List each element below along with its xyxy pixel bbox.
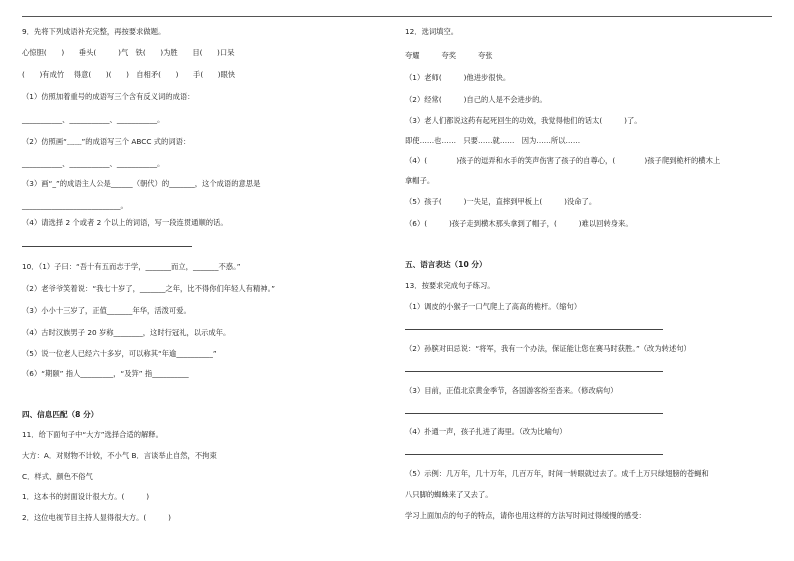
q9-row1: 心惊胆( ) 垂头( )气 铁( )为胜 目( )口呆 bbox=[22, 48, 235, 57]
q11-item-2[interactable]: 2．这位电视节目主持人显得很大方。( ) bbox=[22, 513, 171, 522]
q13-4: （4）扑通一声，孩子扎进了海里。（改为比喻句） bbox=[405, 427, 567, 436]
q10-4: （4）古时汉族男子 20 岁称________，这时行冠礼，以示成年。 bbox=[22, 328, 231, 337]
q9-3: （3）画“_”的成语主人公是______（朝代）的_______，这个成语的意思是 bbox=[22, 179, 261, 188]
q9-title: 9．先将下列成语补充完整，再按要求做题。 bbox=[22, 27, 166, 36]
top-divider bbox=[22, 16, 772, 17]
q13-3-answer-line[interactable] bbox=[405, 413, 663, 414]
q13-title: 13．按要求完成句子练习。 bbox=[405, 281, 495, 290]
section-5-heading: 五、语言表达（10 分） bbox=[405, 260, 487, 269]
q13-3: （3）目前，正值北京黄金季节，各国游客纷至沓来。（修改病句） bbox=[405, 386, 618, 395]
q13-2: （2）孙膑对田忌说：“将军，我有一个办法，保证能让您在赛马时获胜。”（改为转述句） bbox=[405, 344, 691, 353]
q13-5-task: 学习上面加点的句子的特点，请你也用这样的方法写时间过得缓慢的感受： bbox=[405, 511, 646, 520]
q12-title: 12．选词填空。 bbox=[405, 27, 459, 36]
section-4-heading: 四、信息匹配（8 分） bbox=[22, 410, 99, 419]
q9-1-blank[interactable]: ___________、___________、___________。 bbox=[22, 115, 165, 124]
q10-5: （5）说一位老人已经六十多岁，可以称其“年逾__________” bbox=[22, 349, 217, 358]
q13-1: （1）调皮的小猴子一口气爬上了高高的桅杆。（缩句） bbox=[405, 302, 582, 311]
q12-5[interactable]: （5）孩子( )一失足，直摔到甲板上( )没命了。 bbox=[405, 197, 597, 206]
q12-4[interactable]: （4）( )孩子的逗弄和水手的笑声伤害了孩子的自尊心，( )孩子爬到桅杆的横木上 bbox=[405, 156, 721, 165]
q13-4-answer-line[interactable] bbox=[405, 454, 663, 455]
q12-4-cont: 拿帽子。 bbox=[405, 176, 435, 185]
q13-2-answer-line[interactable] bbox=[405, 371, 663, 372]
q10-6: （6）“期颐” 指人_________，“及笄” 指__________ bbox=[22, 369, 189, 378]
q13-1-answer-line[interactable] bbox=[405, 329, 663, 330]
q11-item-1[interactable]: 1．这本书的封面设计很大方。( ) bbox=[22, 492, 150, 501]
q11-option-c: C．样式、颜色不俗气 bbox=[22, 472, 93, 481]
q9-2-blank[interactable]: ___________、___________、___________。 bbox=[22, 159, 165, 168]
q12-1[interactable]: （1）老师( )他进步很快。 bbox=[405, 73, 511, 82]
q13-5: （5）示例：几万年，几十万年，几百万年，时间一转眼就过去了。成千上万只绿翅膀的苍蝇和 bbox=[405, 469, 709, 478]
q12-2[interactable]: （2）经常( )自己的人是不会进步的。 bbox=[405, 95, 547, 104]
q12-conjunctions: 即使……也…… 只要……就…… 因为……所以…… bbox=[405, 136, 581, 145]
q9-3-blank[interactable]: ___________________________。 bbox=[22, 201, 128, 210]
q9-2: （2）仿照画“﹏﹏”的成语写三个 ABCC 式的词语： bbox=[22, 137, 191, 146]
q11-title: 11．给下面句子中“大方”选择合适的解释。 bbox=[22, 430, 163, 439]
q12-word-bank: 夸耀 夸奖 夸张 bbox=[405, 51, 493, 60]
q11-options-ab: 大方：A．对财物不计较，不小气 B．言谈举止自然，不拘束 bbox=[22, 451, 217, 460]
q9-4-answer-line[interactable] bbox=[22, 246, 192, 247]
q13-5-cont: 八只脚的蜘蛛来了又去了。 bbox=[405, 490, 493, 499]
q9-row2: ( )有成竹 得意( )( ) 自相矛( ) 手( )眼快 bbox=[22, 70, 236, 79]
q10-1: 10．（1）子曰：“吾十有五而志于学，_______而立，_______不惑。” bbox=[22, 262, 241, 271]
q9-4: （4）请选择 2 个或者 2 个以上的词语，写一段连贯通顺的话。 bbox=[22, 218, 228, 227]
q10-3: （3）小小十三岁了，正值_______年华，活泼可爱。 bbox=[22, 306, 191, 315]
q9-1: （1）仿照加着重号的成语写三个含有反义词的成语： bbox=[22, 92, 195, 101]
q10-2: （2）老爷爷笑着说：“我七十岁了，_______之年，比不得你们年轻人有精神。” bbox=[22, 284, 275, 293]
q12-3[interactable]: （3）老人们都说这药有起死回生的功效，我觉得他们的话太( )了。 bbox=[405, 116, 642, 125]
q12-6[interactable]: （6）( )孩子走到横木那头拿到了帽子，( )难以回转身来。 bbox=[405, 219, 633, 228]
